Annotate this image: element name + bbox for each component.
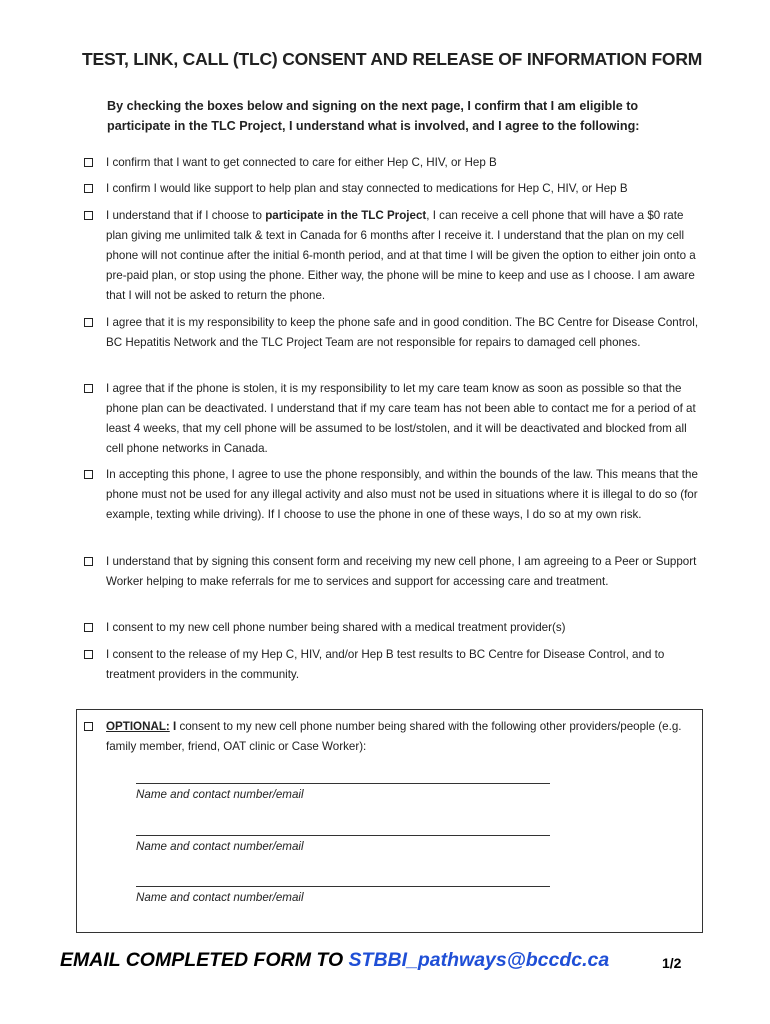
checkbox-optional-sharing[interactable] xyxy=(84,722,93,731)
page-number: 1/2 xyxy=(662,955,682,971)
consent-item xyxy=(84,179,702,199)
contact-2-label: Name and contact number/email xyxy=(136,840,304,853)
email-link[interactable]: STBBI_pathways@bccdc.ca xyxy=(348,949,610,971)
consent-item xyxy=(84,645,702,685)
checkbox-responsible-use[interactable] xyxy=(84,470,93,479)
contact-2-field[interactable] xyxy=(136,835,550,836)
consent-item xyxy=(84,153,702,173)
consent-item-text: I consent to my new cell phone number being shared with a medical treatment provider(s) xyxy=(106,621,566,634)
checkbox-phone-care[interactable] xyxy=(84,318,93,327)
intro-paragraph: By checking the boxes below and signing on the next page, I confirm that I am eligible to participate in the TLC Project, I understand what is involved, and I agree to the following: xyxy=(107,99,640,133)
consent-item xyxy=(84,465,702,525)
consent-item-text: I agree that it is my responsibility to keep the phone safe and in good condition. The BC Centre for Disease Control, BC Hepatitis Network and the TLC Project Team are not responsible for repairs to damaged cell phones. xyxy=(106,316,699,349)
checkbox-stolen-phone[interactable] xyxy=(84,384,93,393)
footer-prefix: EMAIL COMPLETED FORM TO xyxy=(60,949,349,971)
text-segment: , I can receive a cell phone that will have a $0 rate plan giving me unlimited talk & text in Canada for 6 months after I receive it. I understand that the plan on my cell phone will not continue after the initial 6-month period, and at that time I will be given the option to either join onto a pre-paid plan, or stop using the phone. Either way, the phone will be mine to keep and use as I choose. I am aware that I will not be asked to return the phone. xyxy=(106,209,696,302)
consent-item-text: I confirm I would like support to help plan and stay connected to medications for Hep C, HIV, or Hep B xyxy=(106,182,628,195)
consent-item-text: I consent to the release of my Hep C, HIV, and/or Hep B test results to BC Centre for Disease Control, and to treatment providers in the community. xyxy=(106,648,665,681)
checkbox-share-number[interactable] xyxy=(84,623,93,632)
bold-phrase: I xyxy=(169,720,177,733)
consent-item-text xyxy=(106,717,684,757)
optional-consent-item xyxy=(84,717,684,757)
consent-item xyxy=(84,552,702,592)
checkbox-peer-referrals[interactable] xyxy=(84,557,93,566)
page-title: TEST, LINK, CALL (TLC) CONSENT AND RELEASE OF INFORMATION FORM xyxy=(82,49,703,69)
consent-item xyxy=(84,206,702,306)
consent-item xyxy=(84,313,702,353)
checkbox-phone-plan[interactable] xyxy=(84,211,93,220)
consent-item-text xyxy=(106,206,702,306)
checkbox-care-connection[interactable] xyxy=(84,158,93,167)
contact-3-label: Name and contact number/email xyxy=(136,891,304,904)
contact-1-label: Name and contact number/email xyxy=(136,788,304,801)
consent-item-text: I understand that by signing this consent form and receiving my new cell phone, I am agreeing to a Peer or Support Worker helping to make referrals for me to services and support for accessing care and treatment. xyxy=(106,555,697,588)
checkbox-medication-support[interactable] xyxy=(84,184,93,193)
footer-instruction xyxy=(60,949,609,972)
contact-1-field[interactable] xyxy=(136,783,550,784)
consent-item-text: In accepting this phone, I agree to use the phone responsibly, and within the bounds of the law. This means that the phone must not be used for any illegal activity and also must not be used in situations where it is illegal to do so (for example, texting while driving). If I choose to use the phone in one of these ways, I do so at my own risk. xyxy=(106,468,698,521)
checkbox-release-results[interactable] xyxy=(84,650,93,659)
bold-phrase: participate in the TLC Project xyxy=(265,209,427,222)
consent-item xyxy=(84,618,702,638)
text-segment: I understand that if I choose to xyxy=(106,209,266,222)
optional-label: OPTIONAL: xyxy=(106,720,170,733)
consent-item-text: I confirm that I want to get connected to care for either Hep C, HIV, or Hep B xyxy=(106,156,497,169)
contact-3-field[interactable] xyxy=(136,886,550,887)
consent-item xyxy=(84,379,702,459)
consent-item-text: I agree that if the phone is stolen, it is my responsibility to let my care team know as soon as possible so that the phone plan can be deactivated. I understand that if my care team has not been able to contact me for a period of at least 4 weeks, that my cell phone will be assumed to be lost/stolen, and it will be deactivated and blocked from all cell phone networks in Canada. xyxy=(106,382,696,455)
text-segment: consent to my new cell phone number being shared with the following other providers/people (e.g. family member, friend, OAT clinic or Case Worker): xyxy=(106,720,682,753)
